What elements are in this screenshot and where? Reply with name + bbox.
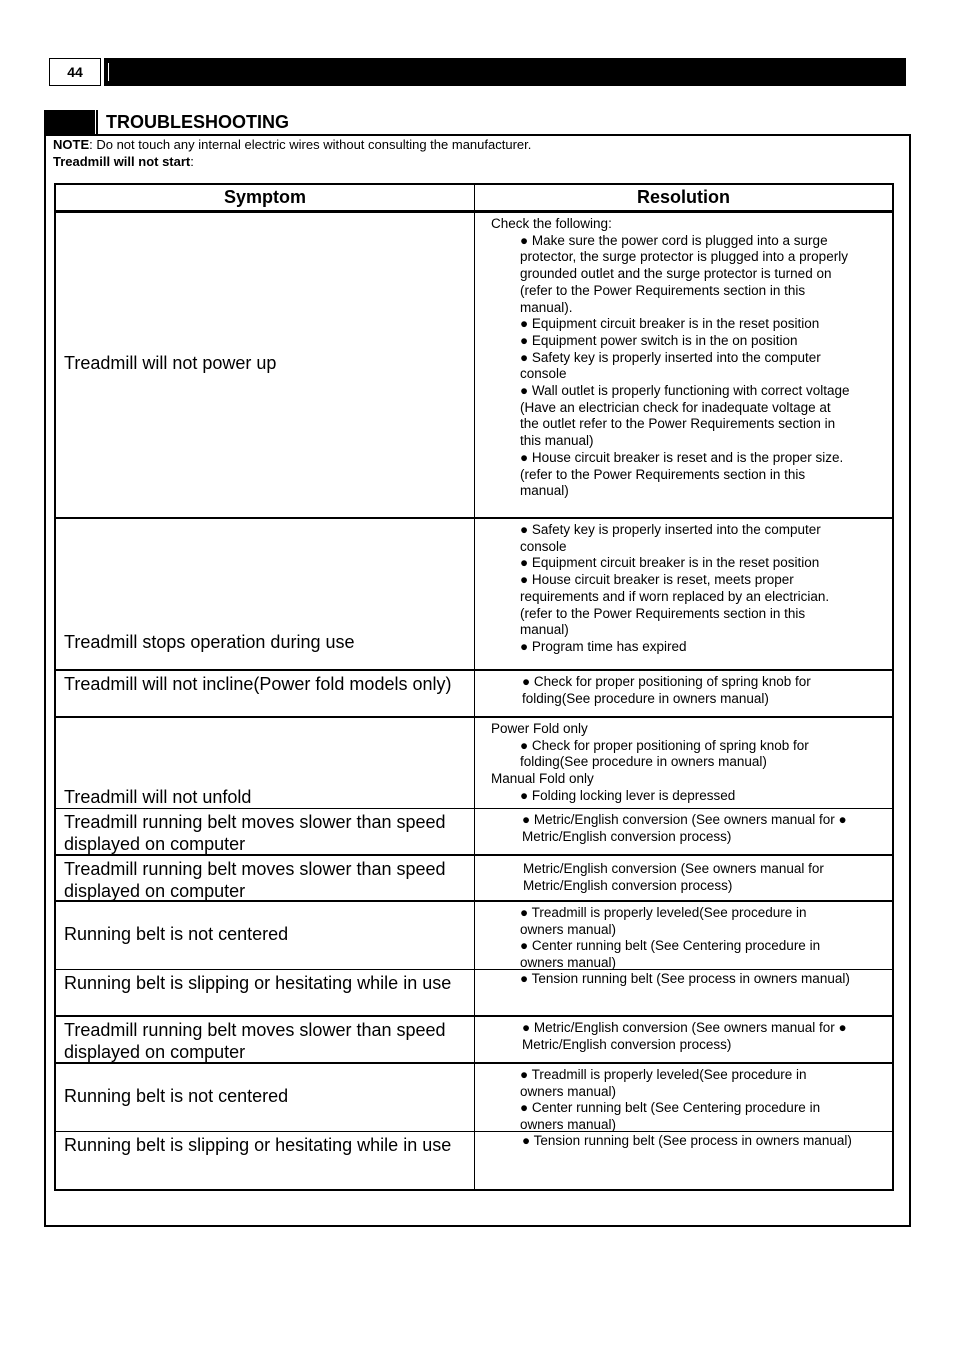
resolution-line: ● Safety key is properly inserted into the computer <box>520 522 821 537</box>
resolution-line: owners manual) <box>520 1117 617 1133</box>
resolution-cell <box>475 1017 892 1062</box>
resolution-intro: Manual Fold only <box>491 771 594 787</box>
resolution-line: requirements and if worn replaced by an electrician. <box>520 588 830 604</box>
subheading <box>53 153 194 170</box>
resolution-line: console <box>520 366 567 382</box>
resolution-cell <box>475 856 892 900</box>
symptom-cell: Running belt is not centered <box>56 902 475 969</box>
resolution-line: ● House circuit breaker is reset and is the proper size. <box>520 449 844 465</box>
symptom-cell: Running belt is slipping or hesitating while in use <box>56 970 475 1015</box>
column-header-resolution: Resolution <box>637 187 730 207</box>
resolution-cell <box>475 809 892 854</box>
resolution-line: manual) <box>520 622 569 638</box>
table-row <box>56 1017 892 1064</box>
table-row <box>56 1132 892 1189</box>
resolution-line: ● Equipment circuit breaker is in the reset position <box>520 555 820 571</box>
resolution-line: ● Wall outlet is properly functioning with correct voltage <box>520 383 850 399</box>
note-label: NOTE <box>53 137 90 152</box>
table-row <box>56 809 892 856</box>
resolution-intro: Check the following: <box>491 216 612 231</box>
symptom-cell: Treadmill will not incline(Power fold models only) <box>56 671 475 716</box>
resolution-line: ● Treadmill is properly leveled(See procedure in <box>520 905 807 920</box>
resolution-line: ● Check for proper positioning of spring knob for <box>522 674 811 689</box>
table-row <box>56 902 892 970</box>
resolution-line: grounded outlet and the surge protector is turned on <box>520 266 832 282</box>
resolution-line: ● Equipment power switch is in the on position <box>520 332 798 348</box>
resolution-line: (refer to the Power Requirements section in this <box>520 282 806 298</box>
header-divider <box>108 63 109 81</box>
resolution-line: ● Check for proper positioning of spring knob for <box>520 737 809 753</box>
resolution-line: ● Treadmill is properly leveled(See procedure in <box>520 1067 807 1082</box>
resolution-line: (refer to the Power Requirements section in this <box>520 466 806 482</box>
resolution-line: ● Tension running belt (See process in owners manual) <box>520 971 850 986</box>
note-text: : Do not touch any internal electric wires without consulting the manufacturer. <box>89 137 532 152</box>
resolution-line: ● Center running belt (See Centering procedure in <box>520 938 821 954</box>
resolution-cell <box>475 1064 892 1131</box>
resolution-line: Metric/English conversion process) <box>523 877 733 893</box>
resolution-line: folding(See procedure in owners manual) <box>522 690 769 706</box>
resolution-line: owners manual) <box>520 955 617 971</box>
symptom-cell: Treadmill will not power up <box>56 213 475 517</box>
symptom-cell: Treadmill running belt moves slower than speed displayed on computer <box>56 856 475 900</box>
resolution-line: Metric/English conversion process) <box>522 1036 732 1052</box>
symptom-cell: Treadmill stops operation during use <box>56 519 475 669</box>
resolution-cell <box>475 718 892 808</box>
symptom-cell: Running belt is not centered <box>56 1064 475 1131</box>
section-marker <box>44 110 95 134</box>
table-row <box>56 856 892 902</box>
resolution-line: ● House circuit breaker is reset, meets proper <box>520 572 794 588</box>
resolution-line: this manual) <box>520 433 594 449</box>
section-title: TROUBLESHOOTING <box>106 112 289 132</box>
table-row <box>56 671 892 718</box>
resolution-line: console <box>520 538 567 554</box>
resolution-line: (Have an electrician check for inadequate voltage at <box>520 399 831 415</box>
subheading-bold: Treadmill will not start <box>53 154 191 169</box>
table-row <box>56 213 892 519</box>
resolution-line: owners manual) <box>520 921 617 937</box>
symptom-cell: Treadmill running belt moves slower than speed displayed on computer <box>56 1017 475 1062</box>
symptom-cell: Running belt is slipping or hesitating while in use <box>56 1132 475 1189</box>
resolution-line: ● Safety key is properly inserted into the computer <box>520 349 821 365</box>
table-row <box>56 718 892 809</box>
troubleshooting-table <box>54 183 894 1191</box>
resolution-line: Metric/English conversion process) <box>522 828 732 844</box>
column-header-symptom: Symptom <box>56 185 475 210</box>
resolution-cell <box>475 213 892 517</box>
resolution-line: owners manual) <box>520 1083 617 1099</box>
resolution-cell <box>475 1132 892 1189</box>
header-bar <box>104 58 906 86</box>
table-row <box>56 1064 892 1132</box>
resolution-line: protector, the surge protector is plugged into a properly <box>520 249 848 265</box>
section-marker-edge <box>96 110 98 134</box>
table-row <box>56 519 892 671</box>
resolution-cell <box>475 671 892 716</box>
resolution-line: ● Metric/English conversion (See owners manual for ● <box>522 812 847 827</box>
resolution-line: the outlet refer to the Power Requirements section in <box>520 416 836 432</box>
resolution-line: ● Metric/English conversion (See owners manual for ● <box>522 1020 847 1035</box>
resolution-line: folding(See procedure in owners manual) <box>520 754 767 770</box>
resolution-cell <box>475 519 892 669</box>
resolution-line: ● Folding locking lever is depressed <box>520 787 736 803</box>
symptom-cell: Treadmill will not unfold <box>56 718 475 808</box>
page-number: 44 <box>49 58 101 86</box>
subheading-rest: : <box>190 154 194 169</box>
resolution-line: Metric/English conversion (See owners manual for <box>523 861 824 876</box>
resolution-line: ● Center running belt (See Centering procedure in <box>520 1100 821 1116</box>
resolution-line: ● Program time has expired <box>520 638 687 654</box>
table-row <box>56 970 892 1017</box>
resolution-cell <box>475 902 892 969</box>
resolution-cell <box>475 970 892 1015</box>
resolution-line: manual). <box>520 299 573 315</box>
resolution-line: manual) <box>520 483 569 499</box>
resolution-line: ● Tension running belt (See process in owners manual) <box>522 1133 852 1148</box>
note <box>53 136 531 153</box>
table-header-row <box>56 185 892 213</box>
resolution-line: ● Make sure the power cord is plugged into a surge <box>520 232 828 248</box>
resolution-intro: Power Fold only <box>491 721 588 736</box>
symptom-cell: Treadmill running belt moves slower than speed displayed on computer <box>56 809 475 854</box>
resolution-line: ● Equipment circuit breaker is in the reset position <box>520 316 820 332</box>
resolution-line: (refer to the Power Requirements section in this <box>520 605 806 621</box>
